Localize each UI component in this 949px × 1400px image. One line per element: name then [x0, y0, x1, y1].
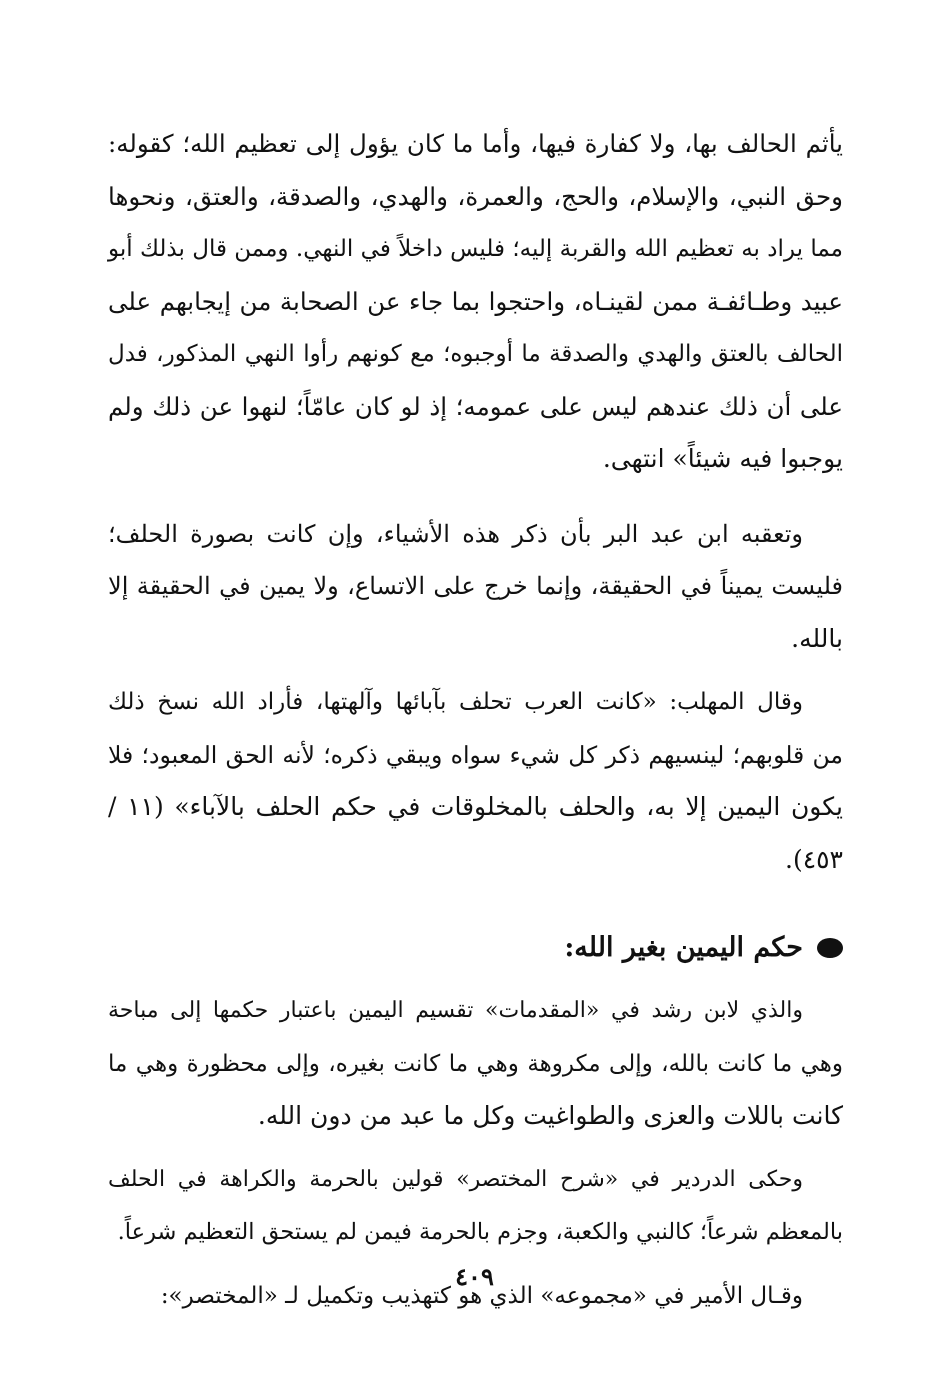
text-line: وحكى الدردير في «شرح المختصر» قولين بالحرمة والكراهة في الحلف [108, 1166, 803, 1192]
text-line: عبيد وطـائفـة ممن لقينـاه، واحتجوا بما جاء عن الصحابة من إيجابهم على [108, 286, 843, 316]
page-number: ٤٠٩ [455, 1262, 494, 1291]
text-line: مما يراد به تعظيم الله والقربة إليه؛ فليس داخلاً في النهي. وممن قال بذلك أبو [108, 236, 843, 262]
document-page [108, 118, 843, 1322]
text-line: كانت باللات والعزى والطواغيت وكل ما عبد من دون الله. [257, 1101, 843, 1130]
paragraph-1 [108, 118, 843, 486]
text-line: من قلوبهم؛ لينسيهم ذكر كل شيء سواه ويبقي ذكره؛ لأنه الحق المعبود؛ فلا [108, 740, 843, 769]
text-line: فليست يميناً في الحقيقة، وإنما خرج على الاتساع، ولا يمين في الحقيقة إلا [108, 572, 843, 600]
text-line: وقال المهلب: «كانت العرب تحلف بآبائها وآلهتها، فأراد الله نسخ ذلك [108, 689, 803, 715]
text-line: ٤٥٣). [785, 844, 843, 874]
text-line: وحق النبي، والإسلام، والحج، والعمرة، والهدي، والصدقة، والعتق، ونحوها [108, 181, 843, 211]
section-heading-text: حكم اليمين بغير الله: [564, 932, 803, 963]
paragraph-5 [108, 1154, 843, 1259]
paragraph-spacer [108, 1143, 843, 1154]
text-line: وقـال الأمير في «مجموعه» الذي هو كتهذيب وتكميل لـ «المختصر»: [160, 1282, 803, 1309]
paragraph-spacer [108, 486, 843, 508]
paragraph-3 [108, 676, 843, 886]
section-spacer [108, 886, 843, 922]
text-line: بالمعظم شرعاً؛ كالنبي والكعبة، وجزم بالحرمة فيمن لم يستحق التعظيم شرعاً. [117, 1219, 843, 1245]
paragraph-4 [108, 985, 843, 1143]
text-line: وتعقبه ابن عبد البر بأن ذكر هذه الأشياء، وإن كانت بصورة الحلف؛ [108, 519, 803, 548]
text-line: والذي لابن رشد في «المقدمات» تقسيم اليمين باعتبار حكمها إلى مباحة [108, 998, 803, 1023]
text-line: وهي ما كانت بالله، وإلى مكروهة وهي ما كانت بغيره، وإلى محظورة وهي ما [108, 1050, 843, 1077]
paragraph-2 [108, 508, 843, 666]
paragraph-spacer [108, 665, 843, 676]
bullet-icon [817, 938, 843, 958]
text-line: يكون اليمين إلا به، والحلف بالمخلوقات في حكم الحلف بالآباء» (١١ / [108, 792, 843, 821]
text-line: يأثم الحالف بها، ولا كفارة فيها، وأما ما كان يؤول إلى تعظيم الله؛ كقوله: [108, 129, 843, 158]
text-line: بالله. [791, 623, 843, 653]
text-line: الحالف بالعتق والهدي والصدقة ما أوجبوه؛ مع كونهم رأوا النهي المذكور، فدل [108, 341, 843, 367]
text-line: يوجبوا فيه شيئاً» انتهى. [602, 444, 843, 473]
text-line: على أن ذلك عندهم ليس على عمومه؛ إذ لو كان عامّاً؛ لنهوا عن ذلك ولم [108, 391, 843, 421]
section-heading [108, 922, 843, 974]
paragraph-spacer [108, 974, 843, 985]
